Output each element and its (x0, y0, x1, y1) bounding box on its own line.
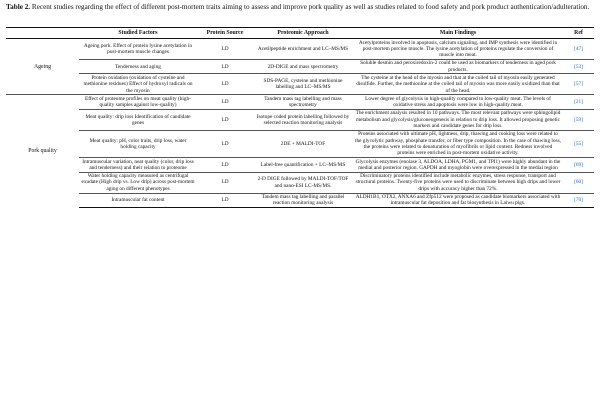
main-findings-cell: The cysteine at the head of the myosin and that at the coiled tail of myosin easily generated disulfide. Further, the methionine at the coiled tail of myosin was more easily oxidized than that of the head. (353, 74, 563, 95)
studied-factor-cell: Intramuscular fat content (79, 193, 197, 208)
reference-link[interactable]: [69] (563, 158, 594, 173)
protein-source-cell: LD (197, 130, 253, 157)
column-header-ref: Ref (563, 28, 594, 39)
protein-source-cell: LD (197, 193, 253, 208)
column-header-category (6, 28, 79, 39)
studied-factor-cell: Meat quality: drip loss Identification of candidate genes (79, 109, 197, 130)
studies-table (6, 27, 594, 208)
table-header-row (6, 28, 594, 39)
reference-link[interactable]: [47] (563, 39, 594, 60)
table-row (6, 158, 594, 173)
protein-source-cell: LD (197, 74, 253, 95)
protein-source-cell: LD (197, 172, 253, 193)
table-caption-label: Table 2. (6, 3, 31, 11)
table-row (6, 193, 594, 208)
studied-factor-cell: Meat quality: pH, color traits, drip loss, water holding capacity (79, 130, 197, 157)
main-findings-cell: Glycolysis enzymes (enolase 3, ALDOA, LDHA, PGM1, and TPI1) were highly abundant in the medial and posterior region. GAPDH and myoglobin were overexpressed in the medial region (353, 158, 563, 173)
table-row (6, 59, 594, 74)
reference-link[interactable]: [59] (563, 109, 594, 130)
table-row (6, 95, 594, 110)
proteomic-approach-cell: 2D-DIGE and mass spectrometry (253, 59, 353, 74)
main-findings-cell: Lower degree of glycolysis in high-quality compared to low-quality meat. The levels of oxidative stress and apoptosis were low in high-quality meat. (353, 95, 563, 110)
studied-factor-cell: Intramuscular variation, neat quality (color, drip loss and tenderness) and their relation to proteome (79, 158, 197, 173)
reference-link[interactable]: [70] (563, 193, 594, 208)
proteomic-approach-cell: Isotope coded protein labelling followed by selected reaction monitoring analysis (253, 109, 353, 130)
proteomic-approach-cell: SDS-PAGE, cysteine and methionine labelling and LC–MS/MS (253, 74, 353, 95)
studied-factor-cell: Water holding capacity measured as centrifugal exudate (High drip vs. Low drip) across post-mortem aging on different phenotypes (79, 172, 197, 193)
table-row (6, 74, 594, 95)
studied-factor-cell: Effect of proteome profiles on meat quality (high-quality samples against low-quality) (79, 95, 197, 110)
studied-factor-cell: Protein oxidation (oxidation of cysteine and methionine residues) Effect of hydroxyl radicals on the myosin (79, 74, 197, 95)
studied-factor-cell: Ageing pork. Effect of protein lysine acetylation in post-mortem muscle changes (79, 39, 197, 60)
reference-link[interactable]: [60] (563, 172, 594, 193)
reference-link[interactable]: [57] (563, 74, 594, 95)
category-cell: Pork quality (6, 95, 79, 208)
proteomic-approach-cell: 2DE + MALDI-TOF (253, 130, 353, 157)
main-findings-cell: Proteins associated with ultimate pH, lightness, drip, thawing and cooking loss were related to the glycolytic pathway, phosphate transfer, or fiber type composition. In the case of thawing loss, the proteins were related to denaturation of myofibrils or lipid content. Redness involved proteins were enriched in post-mortem oxidative activity. (353, 130, 563, 157)
table-row (6, 172, 594, 193)
table-row (6, 130, 594, 157)
protein-source-cell: LD (197, 95, 253, 110)
proteomic-approach-cell: Acetilpeptide enrichment and LC–MS/MS (253, 39, 353, 60)
column-header-protein-source: Protein Source (197, 28, 253, 39)
protein-source-cell: LD (197, 158, 253, 173)
column-header-studied-factors: Studied Factors (79, 28, 197, 39)
reference-link[interactable]: [53] (563, 59, 594, 74)
main-findings-cell: Acetylproteins involved in apoptosis, calcium signaling, and IMP synthesis were identified in post-mortem porcine muscle. The lysine acetylation of proteins regulate the conversion of muscle into meat. (353, 39, 563, 60)
proteomic-approach-cell: Tandem mass tag labelling and parallel reaction monitoring analysis (253, 193, 353, 208)
main-findings-cell: ALDH1B1, OTX2, ANXA6 and Zfp512 were proposed as candidate biomarkers associated with intramuscular fat deposition and fat biosynthesis in Laiwu pigs. (353, 193, 563, 208)
proteomic-approach-cell: Tandem mass tag labelling and mass spectrometry (253, 95, 353, 110)
category-cell: Ageing (6, 39, 79, 95)
column-header-proteomic-approach: Proteomic Approach (253, 28, 353, 39)
reference-link[interactable]: [21] (563, 95, 594, 110)
table-caption (6, 3, 594, 12)
protein-source-cell: LD (197, 39, 253, 60)
protein-source-cell: LD (197, 59, 253, 74)
table-row (6, 109, 594, 130)
studied-factor-cell: Tenderness and aging (79, 59, 197, 74)
main-findings-cell: The enrichment analysis resulted in 10 pathways. The most relevant pathways were sphingolipid metabolism and glycolysis/gluconeogenesis in relation to drip loss. It allowed proposing genetic markers and candidate genes for drip loss. (353, 109, 563, 130)
main-findings-cell: Discriminatory proteins identified include metabolic enzymes, stress response, transport and structural proteins. Twenty-five proteins were used to discriminate between high drips and lower drips with accuracy higher than 72%. (353, 172, 563, 193)
proteomic-approach-cell: Label-free quantification + LC–MS/MS (253, 158, 353, 173)
table-row (6, 39, 594, 60)
proteomic-approach-cell: 2-D DIGE followed by MALDI-TOF/TOF and nano-ESI LC-MS/MS. (253, 172, 353, 193)
main-findings-cell: Soluble desmin and peroxiredoxin-2 could be used as biomarkers of tenderness in aged pork products. (353, 59, 563, 74)
protein-source-cell: LD (197, 109, 253, 130)
reference-link[interactable]: [55] (563, 130, 594, 157)
table-caption-text: Recent studies regarding the effect of different post-mortem traits aiming to assess and improve pork quality as well as studies related to food safety and pork product authentication/adulteration. (31, 3, 590, 11)
column-header-main-findings: Main Findings (353, 28, 563, 39)
